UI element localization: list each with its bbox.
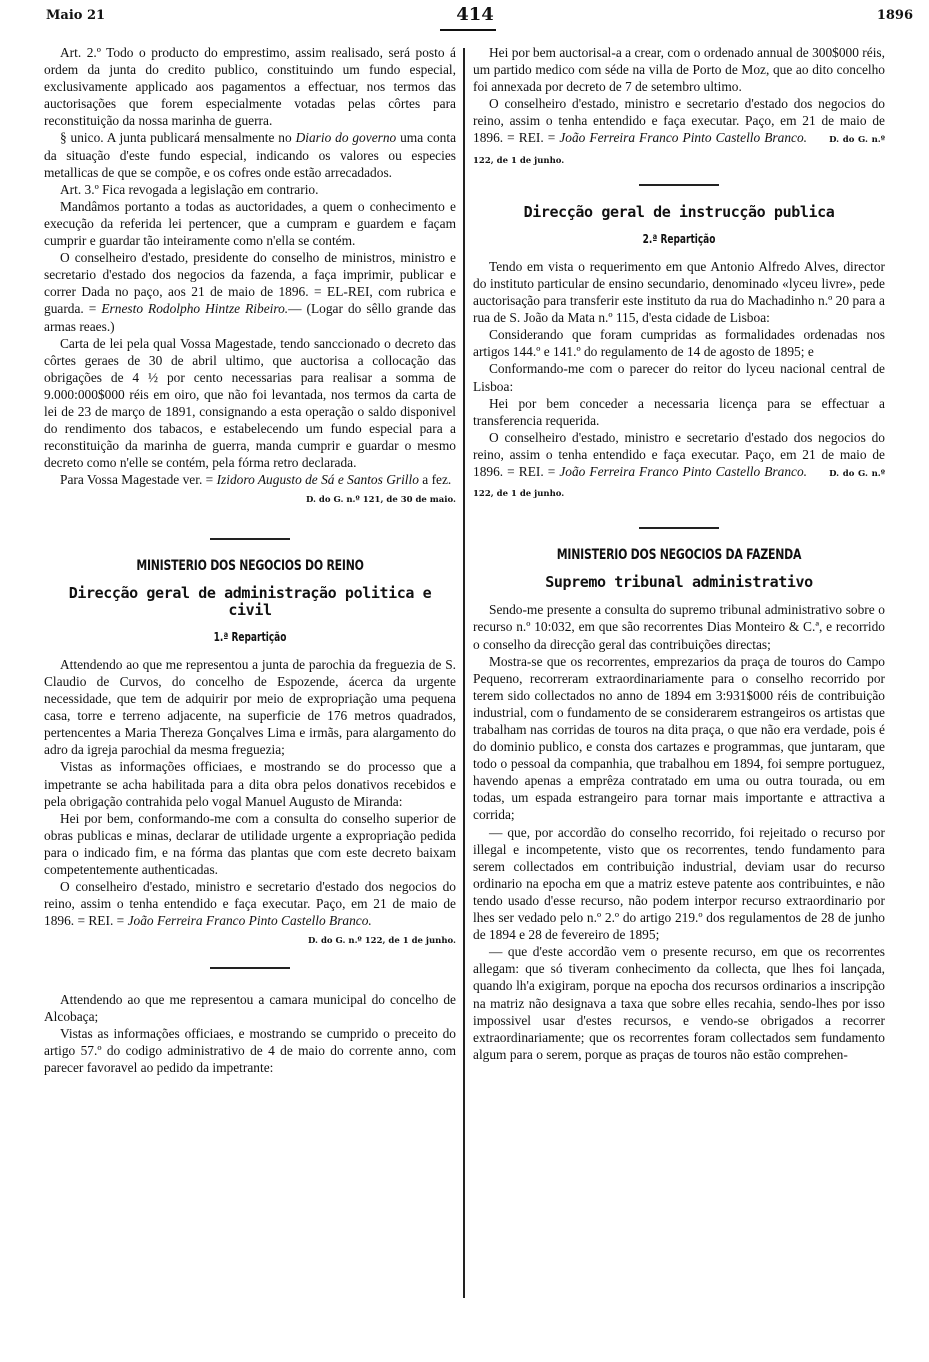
diario-reference: D. do G. n.º 122, de 1 de junho. (307, 936, 456, 947)
clerk-signature: Izidoro Augusto de Sá e Santos Grillo (216, 472, 419, 488)
page-number: 414 (456, 4, 494, 25)
instruction-paragraph: Conformando-me com o parecer do reitor do lyceu nacional central de Lisboa: (473, 361, 885, 394)
section-title: 1.ª Repartição (213, 629, 287, 644)
article-2: Art. 2.º Todo o producto do emprestimo, assim realisado, será posto á ordem da junta do credito publico, constituindo um fundo especial, exclusivamente applicado aos pagamentos a effectuar, nos termos das auctorisações que forem especialmente votadas pelas côrtes para reconstituição da nossa marinha de guerra. (44, 45, 456, 129)
section-rule (210, 967, 290, 969)
header-rule (440, 29, 496, 31)
conselheiro-paragraph: O conselheiro d'estado, presidente do conselho de ministros, ministro e secretario d'estado dos negocios da fazenda, a faça imprimir, publicar e correr Dada no paço, aos 21 de maio de 1896. = EL-REI, com rubrica e guarda. = Ernesto Rodolpho Hintze Ribeiro.— (Logar do sêllo grande das armas reaes.) (44, 250, 456, 334)
instruction-paragraph: Considerando que foram cumpridas as formalidades ordenadas nos artigos 144.º e 141.º do regulamento de 14 de agosto de 1895; e (473, 327, 885, 360)
section-rule (210, 538, 290, 540)
signature: João Ferreira Franco Pinto Castello Branco. (559, 130, 808, 146)
signature: João Ferreira Franco Pinto Castello Branco. (559, 463, 808, 479)
section-rule (639, 184, 719, 186)
diario-title: Diario do governo (295, 130, 397, 146)
section-title: 2.ª Repartição (642, 231, 716, 246)
diario-reference: D. do G. n.º 121, de 30 de maio. (305, 495, 456, 506)
instruction-paragraph: O conselheiro d'estado, ministro e secretario d'estado dos negocios do reino, assim o tenha entendido e faça executar. Paço, em 21 de maio de 1896. = REI. = João Ferreira Franco Pinto Castello Branco. D. do G. n.º 122, de 1 de junho. (473, 429, 885, 500)
header-year: 1896 (876, 8, 913, 23)
conselheiro-paragraph: O conselheiro d'estado, ministro e secretario d'estado dos negocios do reino, assim o tenha entendido e faça executar. Paço, em 21 de maio de 1896. = REI. = João Ferreira Franco Pinto Castello Branco. D. do G. n.º 122, de 1 de junho. (473, 96, 885, 166)
direction-title: Direcção geral de administração politica e civil (68, 583, 432, 619)
header-date: Maio 21 (46, 8, 106, 23)
section-rule (639, 527, 719, 529)
diario-reference: D. do G. n.º 122, de 1 de junho. (473, 135, 885, 166)
decree-paragraph: Hei por bem, conformando-me com a consulta do conselho superior de obras publicas e minas, declarar de utilidade urgente a expropriação pedida para o indicado fim, e na fórma das plantas que com este decreto baixam competentemente authenticadas. (44, 810, 456, 878)
column-divider (463, 48, 465, 1298)
article-3: Art. 3.º Fica revogada a legislação em contrario. (60, 181, 319, 197)
mandamos-paragraph: Mandâmos portanto a todas as auctoridades, a quem o conhecimento e execução da referida lei pertencer, que a cumpram e guardem e façam cumprir e guardar tão inteiramente como n'ella se contém. (44, 198, 456, 249)
tribunal-paragraph: Mostra-se que os recorrentes, emprezarios da praça de touros do Campo Pequeno, recorreram extraordinariamente para o conselho recorrido por terem sido collectados no anno de 1894 em 3:931$000 réis de contribuição industrial, com o fundamento de se considerarem estrangeiros os artistas que trabalham nas corridas de touros na dita praça, o que não era verdade, pois é do dominio publico, e consta dos cartazes e programmas, que juntaram, que todo o pessoal da companhia, que trabalhou em 1894, foi sempre portuguez, havendo apenas a emprêza contratado em uma ou outra tourada, ou em todas, um espada estrangeiro para tornar mais importante e attractiva a corrida; (473, 653, 885, 823)
alcobaca-paragraph: Vistas as informações officiaes, e mostrando se cumprido o preceito do artigo 57.º do codigo administrativo de 4 de maio do corrente anno, com parecer favoravel ao pedido da impetrante: (44, 1025, 456, 1075)
decree-paragraph: Vistas as informações officiaes, e mostrando se do processo que a impetrante se acha habilitada para a dita obra pelos donativos recebidos e pela obrigação contrahida pelo vogal Manuel Augusto de Miranda: (44, 759, 456, 809)
tribunal-paragraph: Sendo-me presente a consulta do supremo tribunal administrativo sobre o recurso n.º 10:032, em que são recorrentes Dias Monteiro & C.ª, e recorrido o conselho da direcção geral das contribuições directas; (473, 602, 885, 652)
tribunal-paragraph: — que d'este accordão vem o presente recurso, em que os recorrentes allegam: que só tiveram conhecimento da collecta, que lhes foi lançada, quando lh'a exigiram, porque na epocha dos recursos ordinarios a inscripção na matriz não designava a taxa que sobre elles recahia, sendo-lhes por isso impossivel usar d'estes recursos, e vendo-se obrigados a recorrer extraordinariamente; que os recorrentes foram collectados sem fundamento algum para o serem, porque as praças de touros não estão comprehen- (473, 944, 885, 1062)
diario-reference: D. do G. n.º 122, de 1 de junho. (473, 468, 885, 500)
para-vossa-magestade: Para Vossa Magestade ver. = Izidoro Augusto de Sá e Santos Grillo a fez. D. do G. n.º 121, de 30 de maio. (44, 471, 456, 488)
right-column (473, 44, 885, 1063)
tribunal-title: Supremo tribunal administrativo (545, 573, 813, 592)
decree-paragraph: Attendendo ao que me representou a junta de parochia da freguezia de S. Claudio de Curvos, do concelho de Espozende, ácerca da urgente necessidade, que tem de adquirir por meio de expropriação uma pequena casa, torre e terreno adjacente, na superficie de 176 metros quadrados, pertencentes a Maria Thereza Gonçalves Lima e irmãs, para alargamento do adro da igreja parochial da mesma freguezia; (44, 656, 456, 758)
instruction-paragraph: Tendo em vista o requerimento em que Antonio Alfredo Alves, director do instituto particular de ensino secundario, denominado «lyceu livre», pede auctorisação para transferir este instituto da rua do Machadinho n.º 20 para a rua de S. João da Mata n.º 115, d'esta cidade de Lisboa: (473, 258, 885, 326)
left-column (44, 44, 456, 1076)
signature-minister: Ernesto Rodolpho Hintze Ribeiro. (101, 301, 289, 317)
decree-signature: João Ferreira Franco Pinto Castello Branco. (127, 913, 372, 929)
alcobaca-paragraph: Attendendo ao que me representou a camara municipal do concelho de Alcobaça; (44, 991, 456, 1024)
tribunal-paragraph: — que, por accordão do conselho recorrido, foi rejeitado o recurso por illegal e incompetente, visto que os recorrentes, tendo fundamento para serem collectados em contribuição industrial, deviam usar do recurso ordinario na epocha em que a matriz esteve patente aos contribuintes, e não tendo usado d'esse recurso, não podem interpor recurso extraordinario por lhes ser vedado pelo n.º 2.º do artigo 219.º dos regulamentos de 28 de junho de 1894 e 28 de fevereiro de 1895; (473, 824, 885, 943)
decree-paragraph: O conselheiro d'estado, ministro e secretario d'estado dos negocios do reino, assim o tenha entendido e faça executar. Paço, em 21 de maio de 1896. = REI. = João Ferreira Franco Pinto Castello Branco. (44, 879, 456, 929)
ministry-title: MINISTERIO DOS NEGOCIOS DO REINO (136, 557, 364, 574)
instruction-paragraph: Hei por bem conceder a necessaria licença para se effectuar a transferencia requerida. (473, 395, 885, 428)
direction-title: Direcção geral de instrucção publica (523, 202, 835, 221)
page-header (0, 0, 929, 40)
partido-medico-paragraph: Hei por bem auctorisal-a a crear, com o ordenado annual de 300$000 réis, um partido medico com séde na villa de Porto de Moz, que ao dito concelho foi annexada por decreto de 7 de setembro ultimo. (473, 45, 885, 95)
ministry-title: MINISTERIO DOS NEGOCIOS DA FAZENDA (556, 547, 802, 564)
carta-de-lei-paragraph: Carta de lei pela qual Vossa Magestade, tendo sanccionado o decreto das côrtes geraes de 30 de abril ultimo, que auctorisa a collocação das obrigações de 4 ½ por cento necessarias para realisar a somma de 9.000:000$000 réis em oiro, que não foi levantada, nos termos da carta de lei de 23 de março de 1891, consignando a esta operação o saldo disponivel do rendimento dos tabacos, e estabelecendo um fundo especial para a reconstituição da marinha de guerra, manda cumprir e guardar o mesmo decreto como n'elle se contém, pela fórma retro declarada. (44, 335, 456, 471)
paragraph-unico: § unico. A junta publicará mensalmente no Diario do governo uma conta da situação d'este fundo especial, indicando os valores ou especies metallicas de que se compõe, e os cofres onde estão arrecadados. (44, 130, 457, 180)
seal-note: — (Logar do sêllo grande das armas reaes.) (44, 301, 456, 334)
